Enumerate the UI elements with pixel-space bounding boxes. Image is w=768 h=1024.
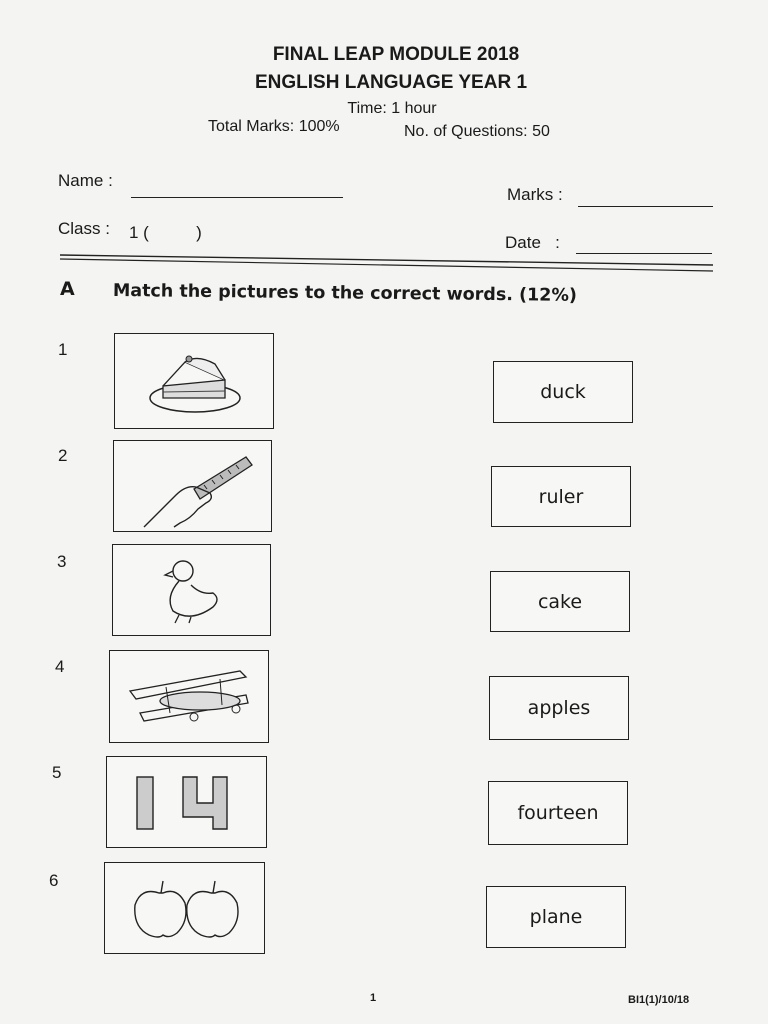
date-label: Date :	[505, 233, 560, 252]
word-box-1[interactable]: duck	[493, 361, 633, 423]
picture-box-1[interactable]	[114, 333, 274, 429]
page-number: 1	[370, 992, 377, 1004]
questions-info: No. of Questions: 50	[404, 123, 550, 140]
duck-icon	[113, 545, 270, 635]
ruler-icon	[114, 441, 271, 531]
word-box-3[interactable]: cake	[490, 571, 630, 632]
module-title: FINAL LEAP MODULE 2018	[272, 44, 520, 65]
question-number-2: 2	[58, 446, 68, 465]
marks-field-line[interactable]	[578, 206, 713, 207]
picture-box-5[interactable]	[106, 756, 267, 848]
picture-box-4[interactable]	[109, 650, 269, 743]
class-label: Class :	[58, 219, 110, 238]
question-number-3: 3	[57, 552, 67, 571]
header-separator	[0, 250, 768, 280]
number-fourteen-icon	[107, 757, 266, 847]
module-subtitle: ENGLISH LANGUAGE YEAR 1	[254, 72, 528, 93]
question-number-6: 6	[49, 871, 59, 890]
word-box-2[interactable]: ruler	[491, 466, 631, 527]
marks-label: Marks :	[507, 185, 563, 204]
apples-icon	[105, 863, 264, 953]
word-box-4[interactable]: apples	[489, 676, 629, 740]
question-number-1: 1	[58, 340, 68, 359]
section-instruction: Match the pictures to the correct words. (12%)	[112, 281, 578, 306]
total-marks-info: Total Marks: 100%	[208, 118, 340, 135]
word-box-5[interactable]: fourteen	[488, 781, 628, 845]
name-label: Name :	[58, 171, 113, 190]
time-info: Time: 1 hour	[347, 100, 437, 117]
picture-box-3[interactable]	[112, 544, 271, 636]
question-number-4: 4	[55, 657, 65, 676]
cake-icon	[115, 334, 273, 428]
class-value: 1 ( )	[129, 223, 202, 242]
question-number-5: 5	[52, 763, 62, 782]
word-box-6[interactable]: plane	[486, 886, 626, 948]
document-code: BI1(1)/10/18	[628, 994, 690, 1006]
picture-box-2[interactable]	[113, 440, 272, 532]
name-field-line[interactable]	[131, 197, 343, 198]
section-letter: A	[60, 278, 75, 300]
plane-icon	[110, 651, 268, 742]
picture-box-6[interactable]	[104, 862, 265, 954]
